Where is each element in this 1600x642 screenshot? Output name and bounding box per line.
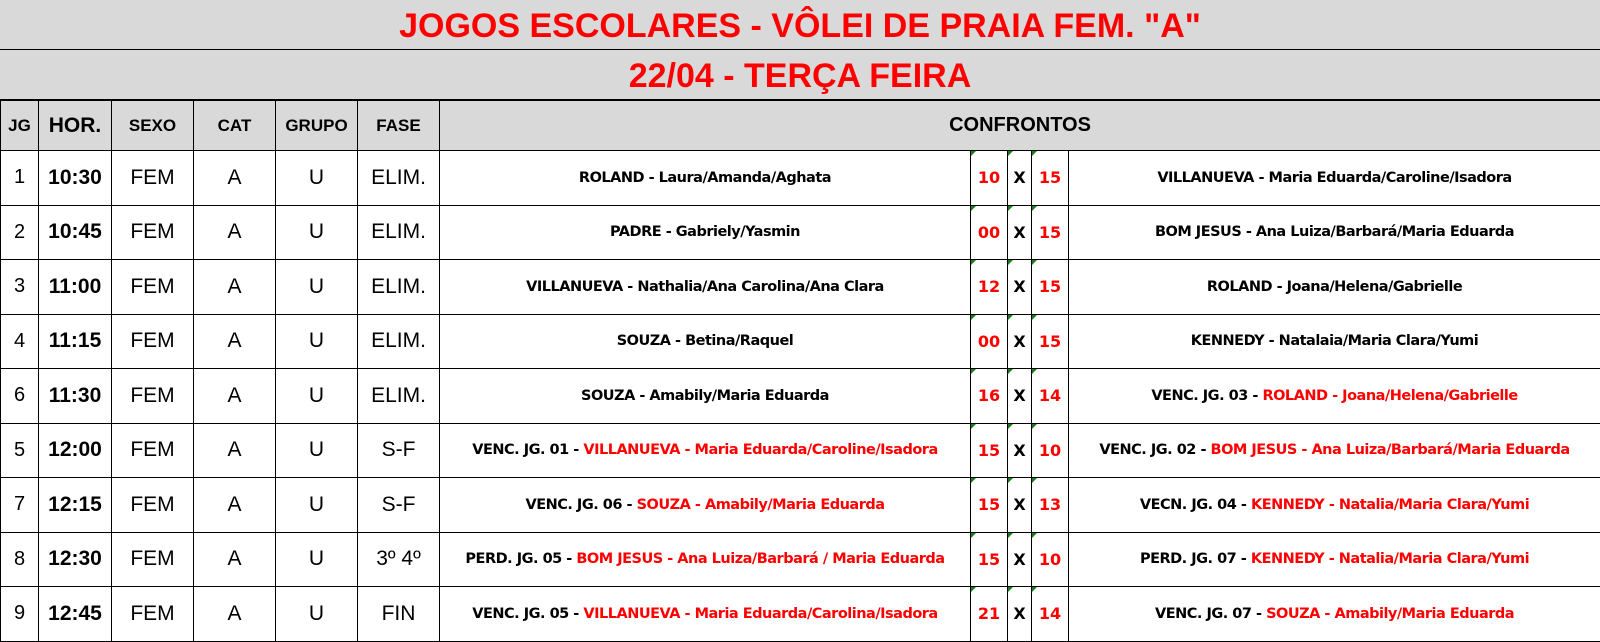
game-number-cell: 3	[1, 260, 39, 315]
category-cell: A	[194, 314, 276, 369]
page-title: JOGOS ESCOLARES - VÔLEI DE PRAIA FEM. "A"	[0, 0, 1600, 51]
phase-cell: ELIM.	[358, 260, 440, 315]
category-cell: A	[194, 369, 276, 424]
team-a-prefix: VENC. JG. 06 -	[525, 497, 636, 513]
score-a-cell: 12	[971, 260, 1008, 315]
score-b-cell: 13	[1032, 478, 1069, 533]
score-a-cell: 15	[971, 423, 1008, 478]
table-row	[1, 260, 1600, 315]
team-a-prefix: VENC. JG. 01 -	[472, 442, 583, 458]
table-body	[1, 151, 1600, 642]
team-b-prefix: VENC. JG. 02 -	[1099, 442, 1210, 458]
col-header-confrontos: CONFRONTOS	[440, 101, 1600, 151]
team-b-cell	[1069, 423, 1600, 478]
team-a-text: SOUZA - Betina/Raquel	[617, 333, 794, 349]
group-cell: U	[276, 151, 358, 206]
team-b-red-text: KENNEDY - Natalia/Maria Clara/Yumi	[1251, 497, 1529, 513]
sex-cell: FEM	[112, 260, 194, 315]
phase-cell: 3º 4º	[358, 532, 440, 587]
table-row	[1, 151, 1600, 206]
table-row	[1, 423, 1600, 478]
col-header-fase: FASE	[358, 101, 440, 151]
score-a-cell: 00	[971, 314, 1008, 369]
game-number-cell: 4	[1, 314, 39, 369]
score-b-cell: 14	[1032, 587, 1069, 642]
score-b-cell: 15	[1032, 260, 1069, 315]
team-b-cell	[1069, 587, 1600, 642]
game-number-cell: 5	[1, 423, 39, 478]
team-a-text: ROLAND - Laura/Amanda/Aghata	[579, 170, 831, 186]
col-header-cat: CAT	[194, 101, 276, 151]
team-b-prefix: VENC. JG. 03 -	[1151, 388, 1262, 404]
score-b-cell: 14	[1032, 369, 1069, 424]
team-b-red-text: KENNEDY - Natalia/Maria Clara/Yumi	[1251, 551, 1529, 567]
score-b-cell: 15	[1032, 205, 1069, 260]
team-a-cell	[440, 205, 971, 260]
group-cell: U	[276, 478, 358, 533]
game-number-cell: 9	[1, 587, 39, 642]
team-a-cell	[440, 587, 971, 642]
col-header-grupo: GRUPO	[276, 101, 358, 151]
score-a-cell: 16	[971, 369, 1008, 424]
versus-cell: X	[1008, 423, 1032, 478]
score-a-cell: 10	[971, 151, 1008, 206]
team-a-prefix: PERD. JG. 05 -	[465, 551, 576, 567]
versus-cell: X	[1008, 314, 1032, 369]
header-row	[1, 101, 1600, 151]
versus-cell: X	[1008, 478, 1032, 533]
sex-cell: FEM	[112, 314, 194, 369]
team-a-red-text: SOUZA - Amabily/Maria Eduarda	[637, 497, 885, 513]
category-cell: A	[194, 423, 276, 478]
category-cell: A	[194, 151, 276, 206]
team-b-cell	[1069, 532, 1600, 587]
group-cell: U	[276, 587, 358, 642]
team-b-red-text: ROLAND - Joana/Helena/Gabrielle	[1262, 388, 1517, 404]
phase-cell: S-F	[358, 423, 440, 478]
team-b-text: VILLANUEVA - Maria Eduarda/Caroline/Isadora	[1157, 170, 1511, 186]
team-a-text: PADRE - Gabriely/Yasmin	[610, 224, 800, 240]
game-number-cell: 6	[1, 369, 39, 424]
table-row	[1, 369, 1600, 424]
col-header-sexo: SEXO	[112, 101, 194, 151]
sex-cell: FEM	[112, 369, 194, 424]
group-cell: U	[276, 205, 358, 260]
date-subtitle: 22/04 - TERÇA FEIRA	[0, 50, 1600, 101]
team-b-text: ROLAND - Joana/Helena/Gabrielle	[1207, 279, 1462, 295]
versus-cell: X	[1008, 260, 1032, 315]
phase-cell: ELIM.	[358, 205, 440, 260]
team-a-cell	[440, 532, 971, 587]
phase-cell: ELIM.	[358, 314, 440, 369]
game-number-cell: 7	[1, 478, 39, 533]
category-cell: A	[194, 478, 276, 533]
table-row	[1, 205, 1600, 260]
phase-cell: S-F	[358, 478, 440, 533]
versus-cell: X	[1008, 587, 1032, 642]
sex-cell: FEM	[112, 587, 194, 642]
group-cell: U	[276, 260, 358, 315]
team-b-cell	[1069, 260, 1600, 315]
sex-cell: FEM	[112, 478, 194, 533]
versus-cell: X	[1008, 205, 1032, 260]
team-a-cell	[440, 478, 971, 533]
team-b-red-text: BOM JESUS - Ana Luiza/Barbará/Maria Eduarda	[1211, 442, 1570, 458]
team-b-cell	[1069, 314, 1600, 369]
team-b-cell	[1069, 369, 1600, 424]
score-a-cell: 00	[971, 205, 1008, 260]
time-cell: 10:30	[39, 151, 112, 206]
category-cell: A	[194, 205, 276, 260]
table-row	[1, 478, 1600, 533]
team-a-prefix: VENC. JG. 05 -	[472, 606, 583, 622]
team-a-red-text: VILLANUEVA - Maria Eduarda/Caroline/Isadora	[583, 442, 937, 458]
team-a-red-text: BOM JESUS - Ana Luiza/Barbará / Maria Eduarda	[576, 551, 944, 567]
team-b-cell	[1069, 205, 1600, 260]
time-cell: 11:00	[39, 260, 112, 315]
group-cell: U	[276, 314, 358, 369]
sex-cell: FEM	[112, 532, 194, 587]
sex-cell: FEM	[112, 151, 194, 206]
time-cell: 12:00	[39, 423, 112, 478]
time-cell: 10:45	[39, 205, 112, 260]
team-a-cell	[440, 369, 971, 424]
team-a-cell	[440, 260, 971, 315]
game-number-cell: 1	[1, 151, 39, 206]
team-b-cell	[1069, 478, 1600, 533]
table-row	[1, 587, 1600, 642]
versus-cell: X	[1008, 151, 1032, 206]
sex-cell: FEM	[112, 205, 194, 260]
team-b-prefix: PERD. JG. 07 -	[1140, 551, 1251, 567]
team-a-cell	[440, 314, 971, 369]
category-cell: A	[194, 587, 276, 642]
table-row	[1, 532, 1600, 587]
group-cell: U	[276, 532, 358, 587]
team-b-text: KENNEDY - Natalaia/Maria Clara/Yumi	[1191, 333, 1479, 349]
team-a-text: VILLANUEVA - Nathalia/Ana Carolina/Ana Clara	[526, 279, 884, 295]
score-b-cell: 10	[1032, 532, 1069, 587]
schedule-table	[0, 100, 1600, 642]
team-b-cell	[1069, 151, 1600, 206]
team-a-red-text: VILLANUEVA - Maria Eduarda/Carolina/Isadora	[583, 606, 937, 622]
team-a-cell	[440, 423, 971, 478]
category-cell: A	[194, 532, 276, 587]
score-a-cell: 15	[971, 532, 1008, 587]
game-number-cell: 2	[1, 205, 39, 260]
game-number-cell: 8	[1, 532, 39, 587]
score-a-cell: 21	[971, 587, 1008, 642]
score-a-cell: 15	[971, 478, 1008, 533]
group-cell: U	[276, 423, 358, 478]
team-b-prefix: VENC. JG. 07 -	[1155, 606, 1266, 622]
score-b-cell: 10	[1032, 423, 1069, 478]
col-header-hor: HOR.	[39, 101, 112, 151]
score-b-cell: 15	[1032, 314, 1069, 369]
time-cell: 12:15	[39, 478, 112, 533]
phase-cell: FIN	[358, 587, 440, 642]
team-a-text: SOUZA - Amabily/Maria Eduarda	[581, 388, 829, 404]
sex-cell: FEM	[112, 423, 194, 478]
team-b-text: BOM JESUS - Ana Luiza/Barbará/Maria Eduarda	[1155, 224, 1514, 240]
table-row	[1, 314, 1600, 369]
team-a-cell	[440, 151, 971, 206]
versus-cell: X	[1008, 369, 1032, 424]
col-header-jg: JG	[1, 101, 39, 151]
time-cell: 12:30	[39, 532, 112, 587]
team-b-red-text: SOUZA - Amabily/Maria Eduarda	[1266, 606, 1514, 622]
category-cell: A	[194, 260, 276, 315]
phase-cell: ELIM.	[358, 369, 440, 424]
team-b-prefix: VECN. JG. 04 -	[1140, 497, 1251, 513]
time-cell: 11:15	[39, 314, 112, 369]
group-cell: U	[276, 369, 358, 424]
time-cell: 12:45	[39, 587, 112, 642]
versus-cell: X	[1008, 532, 1032, 587]
time-cell: 11:30	[39, 369, 112, 424]
score-b-cell: 15	[1032, 151, 1069, 206]
phase-cell: ELIM.	[358, 151, 440, 206]
